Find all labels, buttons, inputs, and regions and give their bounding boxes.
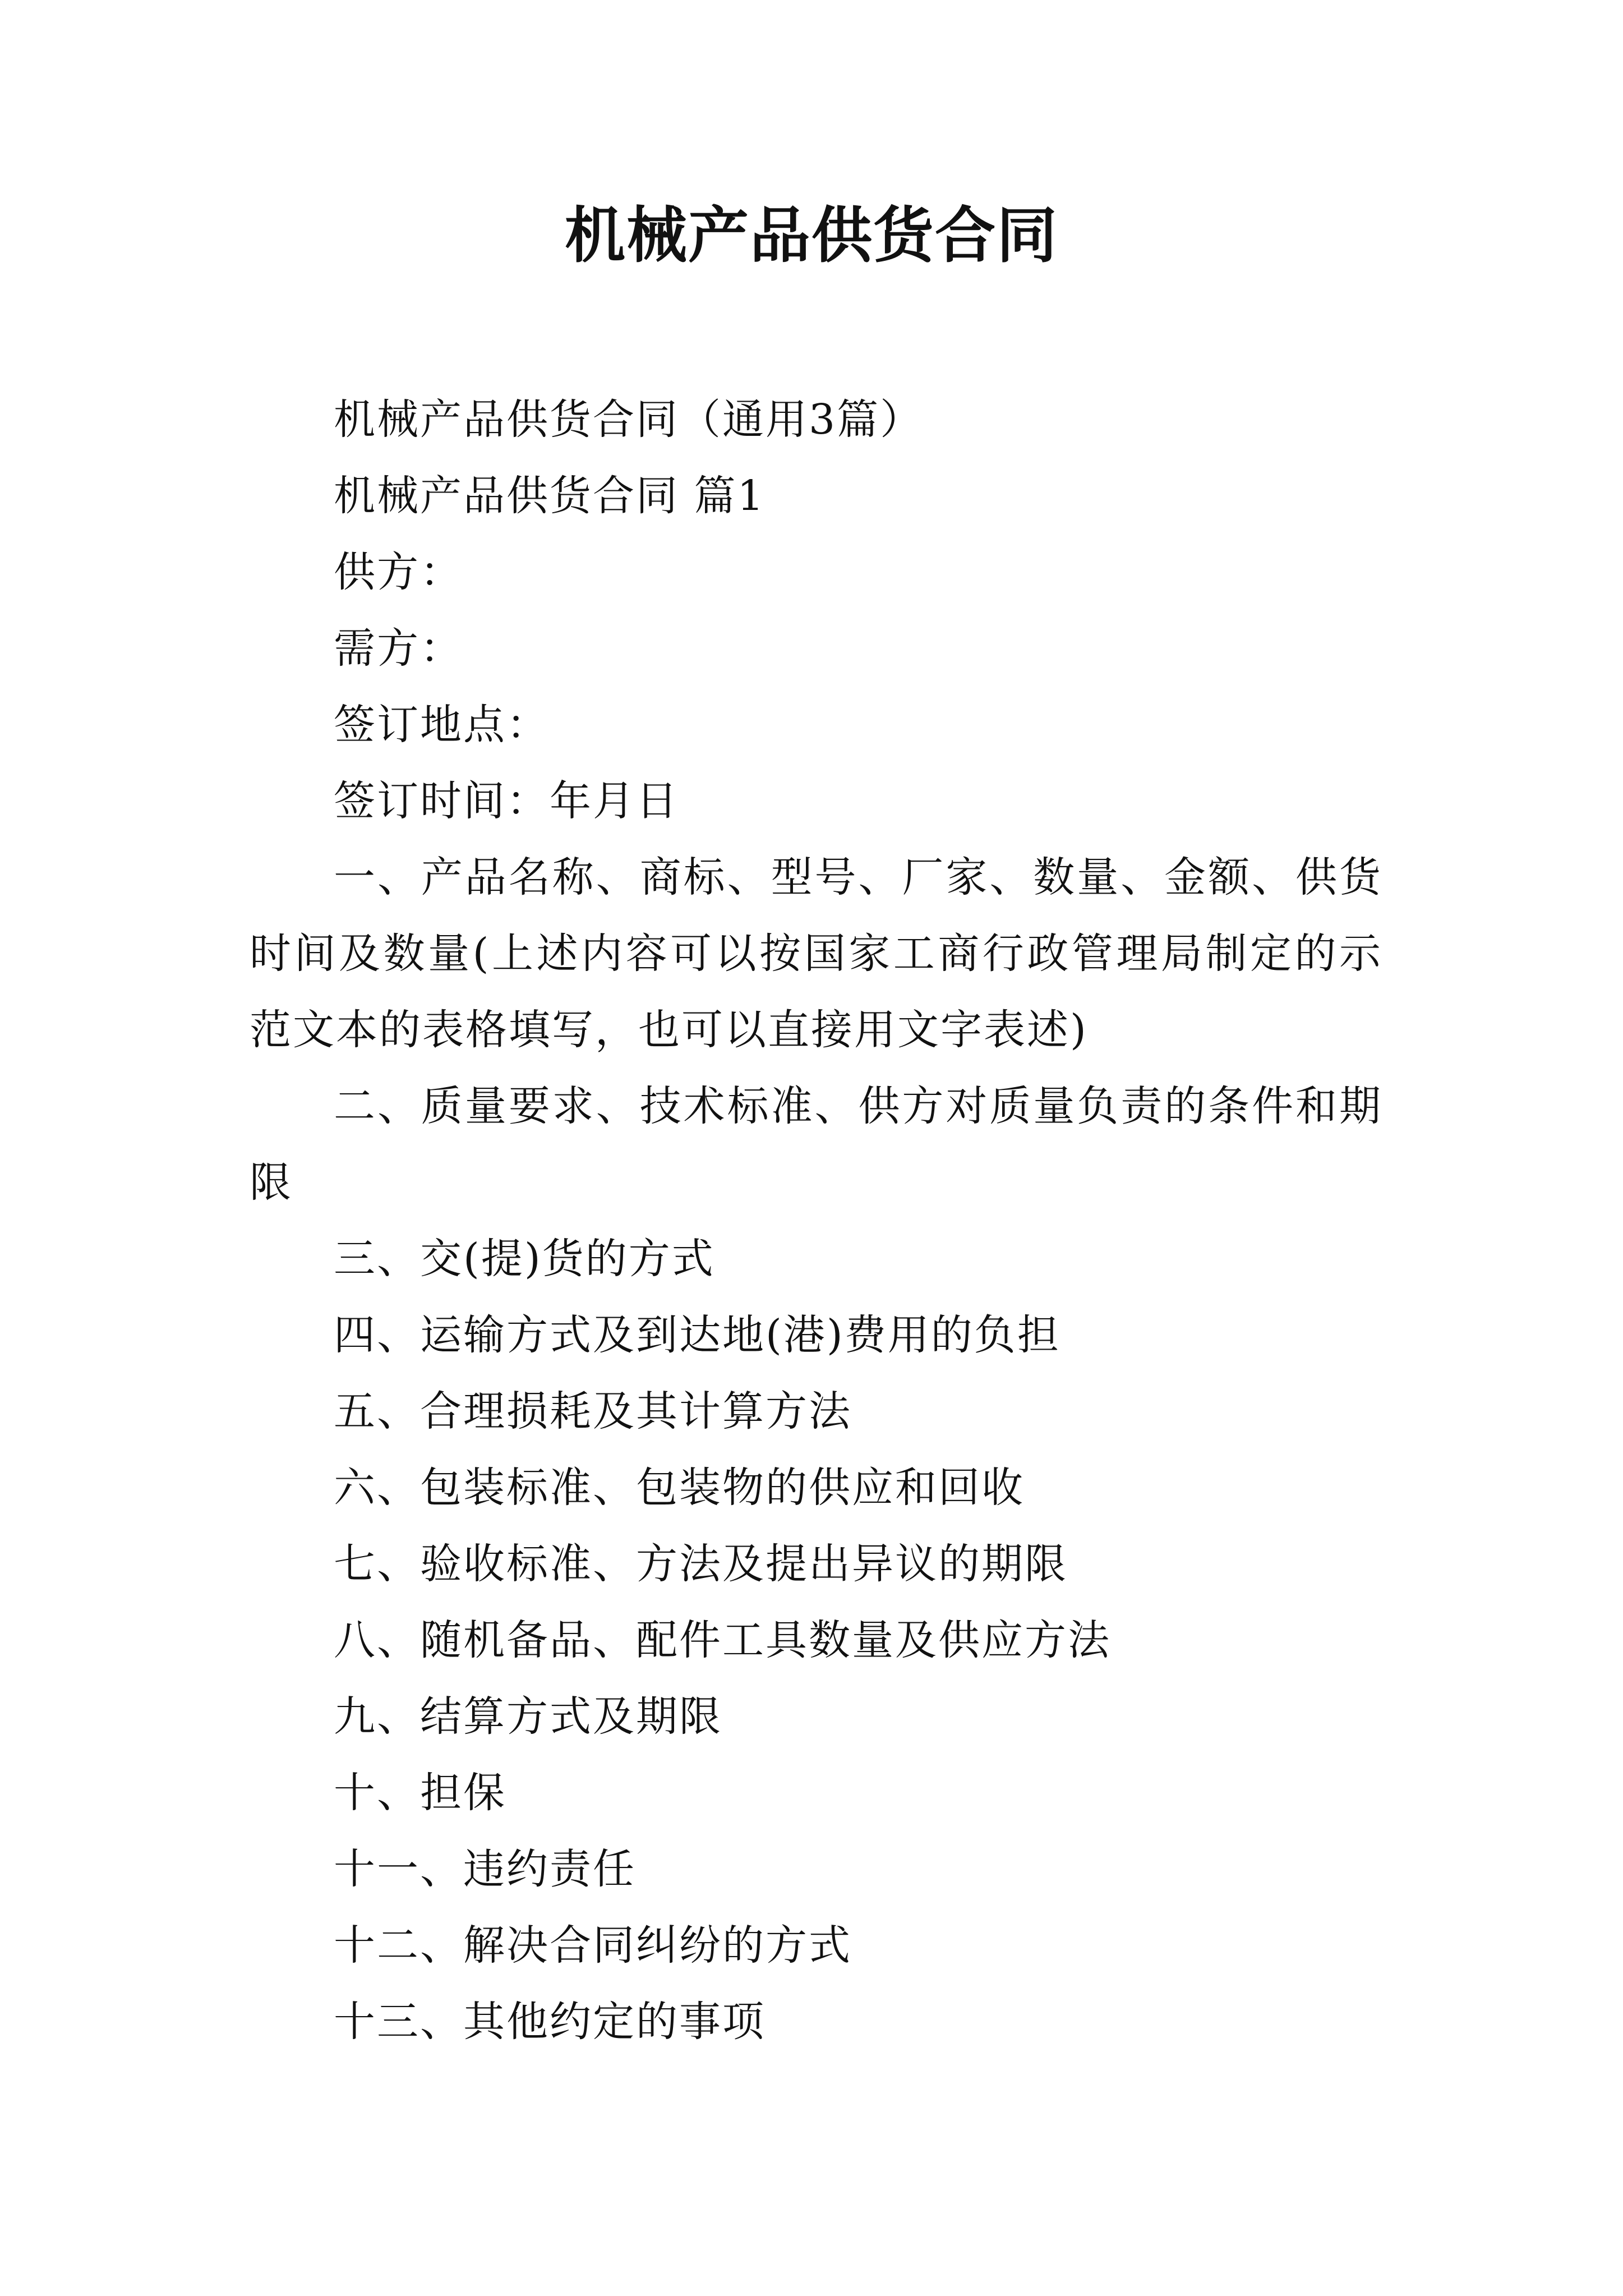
signing-date-field: 签订时间：年月日 xyxy=(334,777,679,825)
clause-10: 十、担保 xyxy=(334,1769,506,1817)
clause-9: 九、结算方式及期限 xyxy=(334,1692,722,1741)
clause-2: 二、质量要求、技术标准、供方对质量负责的条件和期限 xyxy=(250,1082,1382,1207)
supplier-field: 供方： xyxy=(334,548,463,596)
clause-8: 八、随机备品、配件工具数量及供应方法 xyxy=(334,1616,1111,1664)
section-heading: 机械产品供货合同 篇1 xyxy=(334,472,766,520)
document-title: 机械产品供货合同 xyxy=(564,200,1058,271)
clause-6: 六、包装标准、包装物的供应和回收 xyxy=(334,1464,1025,1512)
clause-7: 七、验收标准、方法及提出异议的期限 xyxy=(334,1540,1068,1588)
subtitle-line: 机械产品供货合同（通用3篇） xyxy=(334,395,924,444)
buyer-field: 需方： xyxy=(334,624,463,673)
signing-place-field: 签订地点： xyxy=(334,701,550,749)
clause-4: 四、运输方式及到达地(港)费用的负担 xyxy=(334,1311,1061,1359)
document-body xyxy=(250,381,1382,2060)
clause-13: 十三、其他约定的事项 xyxy=(334,1998,766,2046)
clause-1: 一、产品名称、商标、型号、厂家、数量、金额、供货时间及数量(上述内容可以按国家工商行政管理局制定的示范文本的表格填写，也可以直接用文字表述) xyxy=(250,853,1382,1054)
clause-11: 十一、违约责任 xyxy=(334,1845,636,1893)
clause-5: 五、合理损耗及其计算方法 xyxy=(334,1387,852,1435)
clause-12: 十二、解决合同纠纷的方式 xyxy=(334,1921,852,1970)
clause-3: 三、交(提)货的方式 xyxy=(334,1235,715,1283)
